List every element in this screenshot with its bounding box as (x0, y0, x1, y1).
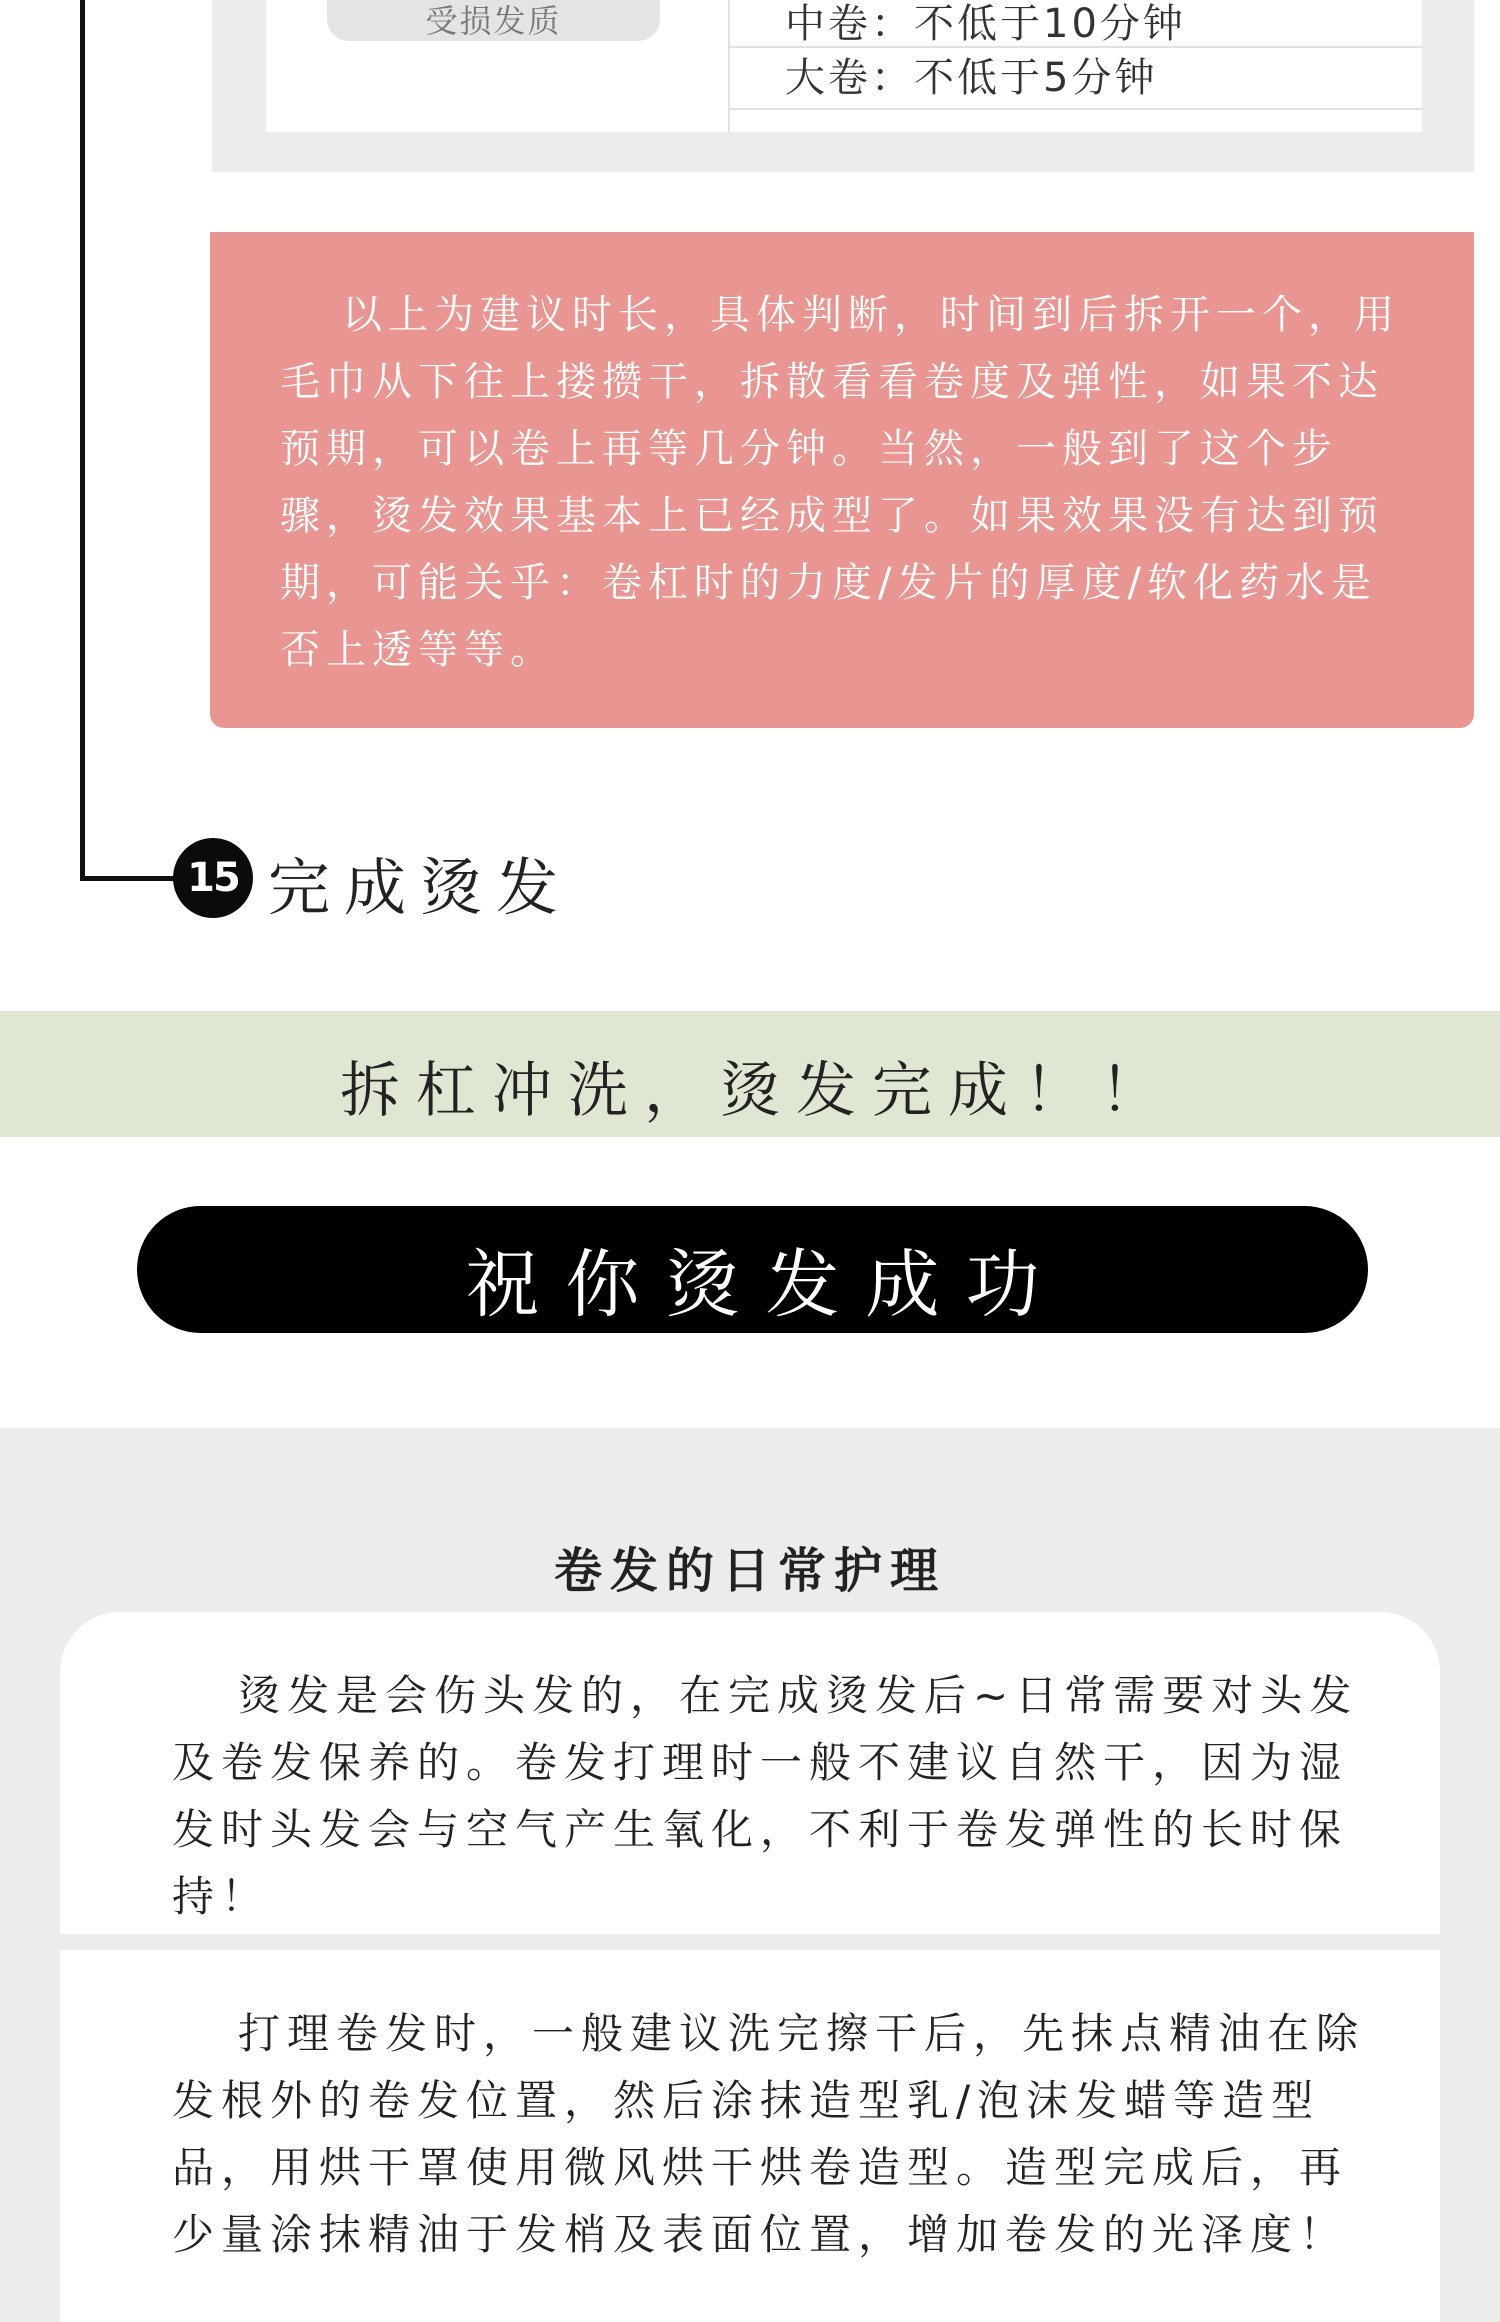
timing-advice-text: 以上为建议时长，具体判断，时间到后拆开一个，用毛巾从下往上搂攒干，拆散看看卷度及弹性，如果不达预期，可以卷上再等几分钟。当然，一般到了这个步骤，烫发效果基本上已经成型了。如果效果没有达到预期，可能关乎：卷杠时的力度/发片的厚度/软化药水是否上透等等。 (280, 292, 1400, 673)
timeline-line (80, 0, 85, 880)
timeline-connector (80, 876, 180, 881)
step-number-badge: 15 (173, 838, 253, 918)
table-row-divider (730, 108, 1422, 110)
step-title: 完成烫发 (268, 851, 573, 924)
wish-banner-text: 祝你烫发成功 (465, 1242, 1066, 1328)
care-card (60, 1612, 1440, 1934)
finish-banner-text: 拆杠冲洗，烫发完成！！ (340, 1056, 1176, 1126)
hair-condition-label (327, 0, 660, 41)
wish-banner (137, 1206, 1368, 1333)
timing-advice-note (210, 232, 1474, 728)
table-row-large-curl: 大卷：不低于5分钟 (785, 55, 1158, 101)
hair-condition-label-text: 受损发质 (425, 2, 562, 40)
care-card (60, 1950, 1440, 2322)
finish-banner (0, 1011, 1500, 1137)
table-row-medium-curl: 中卷：不低于10分钟 (785, 1, 1186, 47)
care-paragraph: 烫发是会伤头发的，在完成烫发后~日常需要对头发及卷发保养的。卷发打理时一般不建议自然干，因为湿发时头发会与空气产生氧化，不利于卷发弹性的长时保持！ (172, 1671, 1359, 1921)
care-section-title: 卷发的日常护理 (553, 1543, 946, 1599)
table-divider (728, 0, 730, 132)
care-paragraph: 打理卷发时，一般建议洗完擦干后，先抹点精油在除发根外的卷发位置，然后涂抹造型乳/泡沫发蜡等造型品，用烘干罩使用微风烘干烘卷造型。造型完成后，再少量涂抹精油于发梢及表面位置，增加卷发的光泽度！ (172, 2009, 1366, 2259)
